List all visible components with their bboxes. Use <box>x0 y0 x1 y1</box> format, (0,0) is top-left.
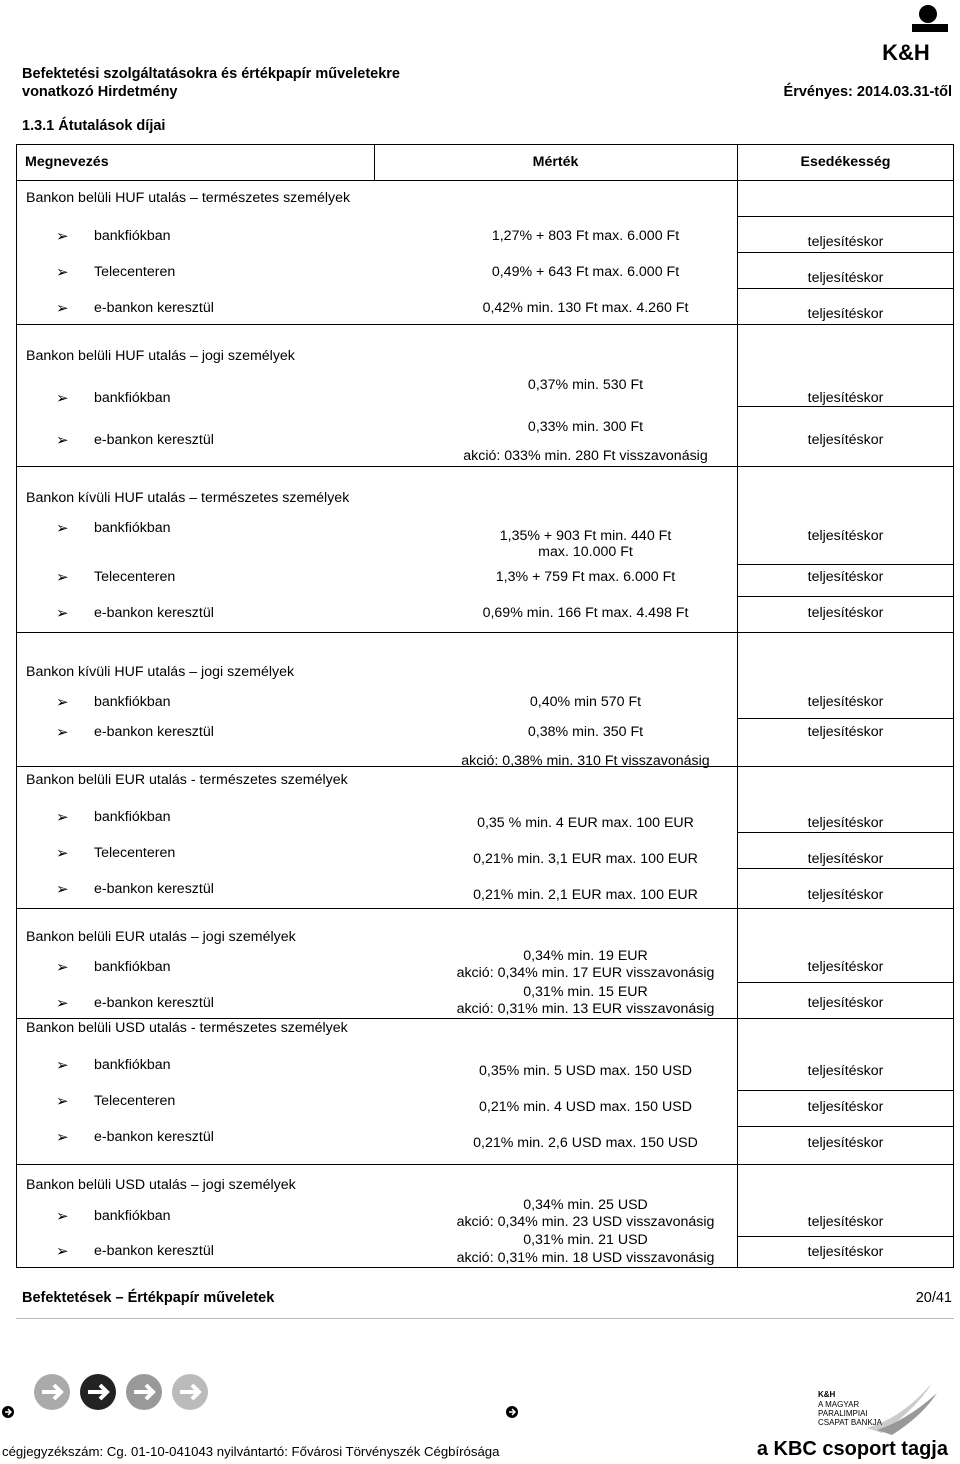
rate-value: 1,35% + 903 Ft min. 440 Ft <box>499 528 672 544</box>
rate-note: max. 10.000 Ft <box>538 544 633 560</box>
due-value: teljesítéskor <box>807 887 884 903</box>
rate-value: 0,69% min. 166 Ft max. 4.498 Ft <box>482 605 689 621</box>
row-divider <box>737 868 954 869</box>
row-divider <box>737 1090 954 1091</box>
due-value: teljesítéskor <box>807 234 884 250</box>
rate-value: 1,3% + 759 Ft max. 6.000 Ft <box>495 569 676 585</box>
rate-value: 0,35 % min. 4 EUR max. 100 EUR <box>477 815 694 831</box>
due-value: teljesítéskor <box>807 959 884 975</box>
bullet-arrow-icon: ➢ <box>56 1093 69 1110</box>
badge-line4: CSAPAT BANKJA <box>818 1418 883 1427</box>
due-value: teljesítéskor <box>807 851 884 867</box>
due-value: teljesítéskor <box>807 1063 884 1079</box>
rate-note: akció: 0,34% min. 23 USD visszavonásig <box>456 1214 715 1230</box>
bullet-arrow-icon: ➢ <box>56 724 69 741</box>
bullet-arrow-icon: ➢ <box>56 432 69 449</box>
due-value: teljesítéskor <box>807 815 884 831</box>
rate-value: 0,21% min. 2,1 EUR max. 100 EUR <box>473 887 698 903</box>
row-divider <box>737 718 954 719</box>
rate-value: 0,34% min. 19 EUR <box>523 948 648 964</box>
page-number: 20/41 <box>915 1290 952 1306</box>
item-label: e-bankon keresztül <box>94 1243 214 1259</box>
column-divider <box>374 144 375 180</box>
group-heading: Bankon belüli USD utalás - természetes személyek <box>26 1020 348 1036</box>
due-value: teljesítéskor <box>807 270 884 286</box>
footer-section-name: Befektetések – Értékpapír műveletek <box>22 1290 275 1306</box>
due-value: teljesítéskor <box>807 1244 884 1260</box>
bullet-arrow-icon: ➢ <box>56 995 69 1012</box>
due-value: teljesítéskor <box>807 1214 884 1230</box>
item-label: bankfiókban <box>94 959 171 975</box>
row-divider <box>737 406 954 407</box>
company-registry: cégjegyzékszám: Cg. 01-10-041043 nyilvántartó: Fővárosi Törvényszék Cégbírósága <box>2 1444 500 1459</box>
row-divider <box>16 466 954 467</box>
row-divider <box>737 1236 954 1237</box>
bullet-arrow-icon: ➢ <box>56 1129 69 1146</box>
swoosh-icon <box>862 1378 942 1436</box>
due-value: teljesítéskor <box>807 528 884 544</box>
item-label: e-bankon keresztül <box>94 995 214 1011</box>
bullet-arrow-icon: ➢ <box>56 390 69 407</box>
bullet-arrow-icon: ➢ <box>56 845 69 862</box>
due-value: teljesítéskor <box>807 605 884 621</box>
row-divider <box>737 832 954 833</box>
due-value: teljesítéskor <box>807 1099 884 1115</box>
bullet-arrow-icon: ➢ <box>56 1243 69 1260</box>
rate-value: 0,21% min. 2,6 USD max. 150 USD <box>473 1135 698 1151</box>
item-label: bankfiókban <box>94 1208 171 1224</box>
group-heading: Bankon belüli EUR utalás - természetes személyek <box>26 772 348 788</box>
row-divider <box>16 1018 954 1019</box>
due-value: teljesítéskor <box>807 694 884 710</box>
rate-note: akció: 0,31% min. 13 EUR visszavonásig <box>456 1001 715 1017</box>
bullet-arrow-icon: ➢ <box>56 959 69 976</box>
document-title-line1: Befektetési szolgáltatásokra és értékpapír műveletekre <box>22 66 400 82</box>
arrow-circle-icon <box>170 1372 210 1412</box>
bullet-arrow-icon: ➢ <box>56 881 69 898</box>
item-label: e-bankon keresztül <box>94 605 214 621</box>
bullet-arrow-icon: ➢ <box>56 520 69 537</box>
row-divider <box>737 982 954 983</box>
rate-value: 0,21% min. 4 USD max. 150 USD <box>479 1099 692 1115</box>
kh-logo <box>860 2 952 64</box>
due-value: teljesítéskor <box>807 724 884 740</box>
item-label: bankfiókban <box>94 1057 171 1073</box>
section-title: 1.3.1 Átutalások díjai <box>22 118 166 134</box>
bullet-arrow-icon: ➢ <box>56 228 69 245</box>
row-divider <box>737 288 954 289</box>
rate-value: 1,27% + 803 Ft max. 6.000 Ft <box>491 228 680 244</box>
item-label: e-bankon keresztül <box>94 724 214 740</box>
group-heading: Bankon belüli EUR utalás – jogi személyek <box>26 929 296 945</box>
small-arrow-icon <box>2 1406 14 1418</box>
kbc-tagline: a KBC csoport tagja <box>756 1438 948 1460</box>
rate-value: 0,31% min. 21 USD <box>523 1232 648 1248</box>
validity-date: Érvényes: 2014.03.31-től <box>783 84 952 100</box>
bullet-arrow-icon: ➢ <box>56 1208 69 1225</box>
item-label: bankfiókban <box>94 694 171 710</box>
rate-value: 0,37% min. 530 Ft <box>527 377 644 393</box>
item-label: Telecenteren <box>94 569 176 585</box>
group-heading: Bankon kívüli HUF utalás – jogi személyek <box>26 664 295 680</box>
row-divider <box>737 252 954 253</box>
badge-line1: K&H <box>818 1390 836 1399</box>
row-divider <box>16 324 954 325</box>
rate-value: 0,40% min 570 Ft <box>529 694 642 710</box>
item-label: e-bankon keresztül <box>94 1129 214 1145</box>
due-value: teljesítéskor <box>807 306 884 322</box>
row-divider <box>16 632 954 633</box>
item-label: e-bankon keresztül <box>94 881 214 897</box>
rate-value: 0,49% + 643 Ft max. 6.000 Ft <box>491 264 680 280</box>
item-label: bankfiókban <box>94 390 171 406</box>
badge-line3: PARALIMPIAI <box>818 1409 868 1418</box>
row-divider <box>737 564 954 565</box>
footer-divider <box>16 1318 954 1319</box>
rate-value: 0,21% min. 3,1 EUR max. 100 EUR <box>473 851 698 867</box>
arrow-circle-icon <box>124 1372 164 1412</box>
item-label: e-bankon keresztül <box>94 432 214 448</box>
bullet-arrow-icon: ➢ <box>56 809 69 826</box>
due-value: teljesítéskor <box>807 1135 884 1151</box>
bullet-arrow-icon: ➢ <box>56 300 69 317</box>
arrow-circle-icon <box>32 1372 72 1412</box>
bullet-arrow-icon: ➢ <box>56 1057 69 1074</box>
item-label: e-bankon keresztül <box>94 300 214 316</box>
rate-value: 0,35% min. 5 USD max. 150 USD <box>479 1063 692 1079</box>
due-value: teljesítéskor <box>807 432 884 448</box>
document-title-line2: vonatkozó Hirdetmény <box>22 84 178 100</box>
item-label: bankfiókban <box>94 228 171 244</box>
bullet-arrow-icon: ➢ <box>56 569 69 586</box>
rate-value: 0,42% min. 130 Ft max. 4.260 Ft <box>482 300 689 316</box>
due-value: teljesítéskor <box>807 390 884 406</box>
bullet-arrow-icon: ➢ <box>56 605 69 622</box>
header-divider <box>16 180 954 181</box>
rate-value: 0,38% min. 350 Ft <box>527 724 644 740</box>
rate-note: akció: 0,34% min. 17 EUR visszavonásig <box>456 965 715 981</box>
group-heading: Bankon belüli USD utalás – jogi személyek <box>26 1177 296 1193</box>
small-arrow-icon <box>506 1406 518 1418</box>
rate-note: akció: 0,31% min. 18 USD visszavonásig <box>456 1250 715 1266</box>
bullet-arrow-icon: ➢ <box>56 694 69 711</box>
group-heading: Bankon kívüli HUF utalás – természetes személyek <box>26 490 350 506</box>
item-label: bankfiókban <box>94 809 171 825</box>
item-label: Telecenteren <box>94 845 176 861</box>
group-heading: Bankon belüli HUF utalás – természetes személyek <box>26 190 351 206</box>
row-divider <box>16 908 954 909</box>
rate-value: 0,31% min. 15 EUR <box>523 984 648 1000</box>
row-divider <box>737 216 954 217</box>
rate-value: 0,34% min. 25 USD <box>523 1197 648 1213</box>
row-divider <box>16 1164 954 1165</box>
bullet-arrow-icon: ➢ <box>56 264 69 281</box>
paralympic-badge <box>812 1378 942 1438</box>
column-header-due: Esedékesség <box>800 154 891 170</box>
column-divider <box>737 144 738 1268</box>
item-label: Telecenteren <box>94 1093 176 1109</box>
row-divider <box>737 596 954 597</box>
arrow-circle-icon <box>78 1372 118 1412</box>
rate-value: 0,33% min. 300 Ft <box>527 419 644 435</box>
due-value: teljesítéskor <box>807 995 884 1011</box>
row-divider <box>737 1126 954 1127</box>
rate-note: akció: 0,38% min. 310 Ft visszavonásig <box>461 753 710 769</box>
badge-line2: A MAGYAR <box>818 1400 860 1409</box>
logo-text: K&H <box>882 40 930 64</box>
item-label: bankfiókban <box>94 520 171 536</box>
rate-note: akció: 033% min. 280 Ft visszavonásig <box>463 448 708 464</box>
item-label: Telecenteren <box>94 264 176 280</box>
group-heading: Bankon belüli HUF utalás – jogi személyek <box>26 348 295 364</box>
column-header-rate: Mérték <box>532 154 579 170</box>
column-header-name: Megnevezés <box>25 154 109 170</box>
due-value: teljesítéskor <box>807 569 884 585</box>
